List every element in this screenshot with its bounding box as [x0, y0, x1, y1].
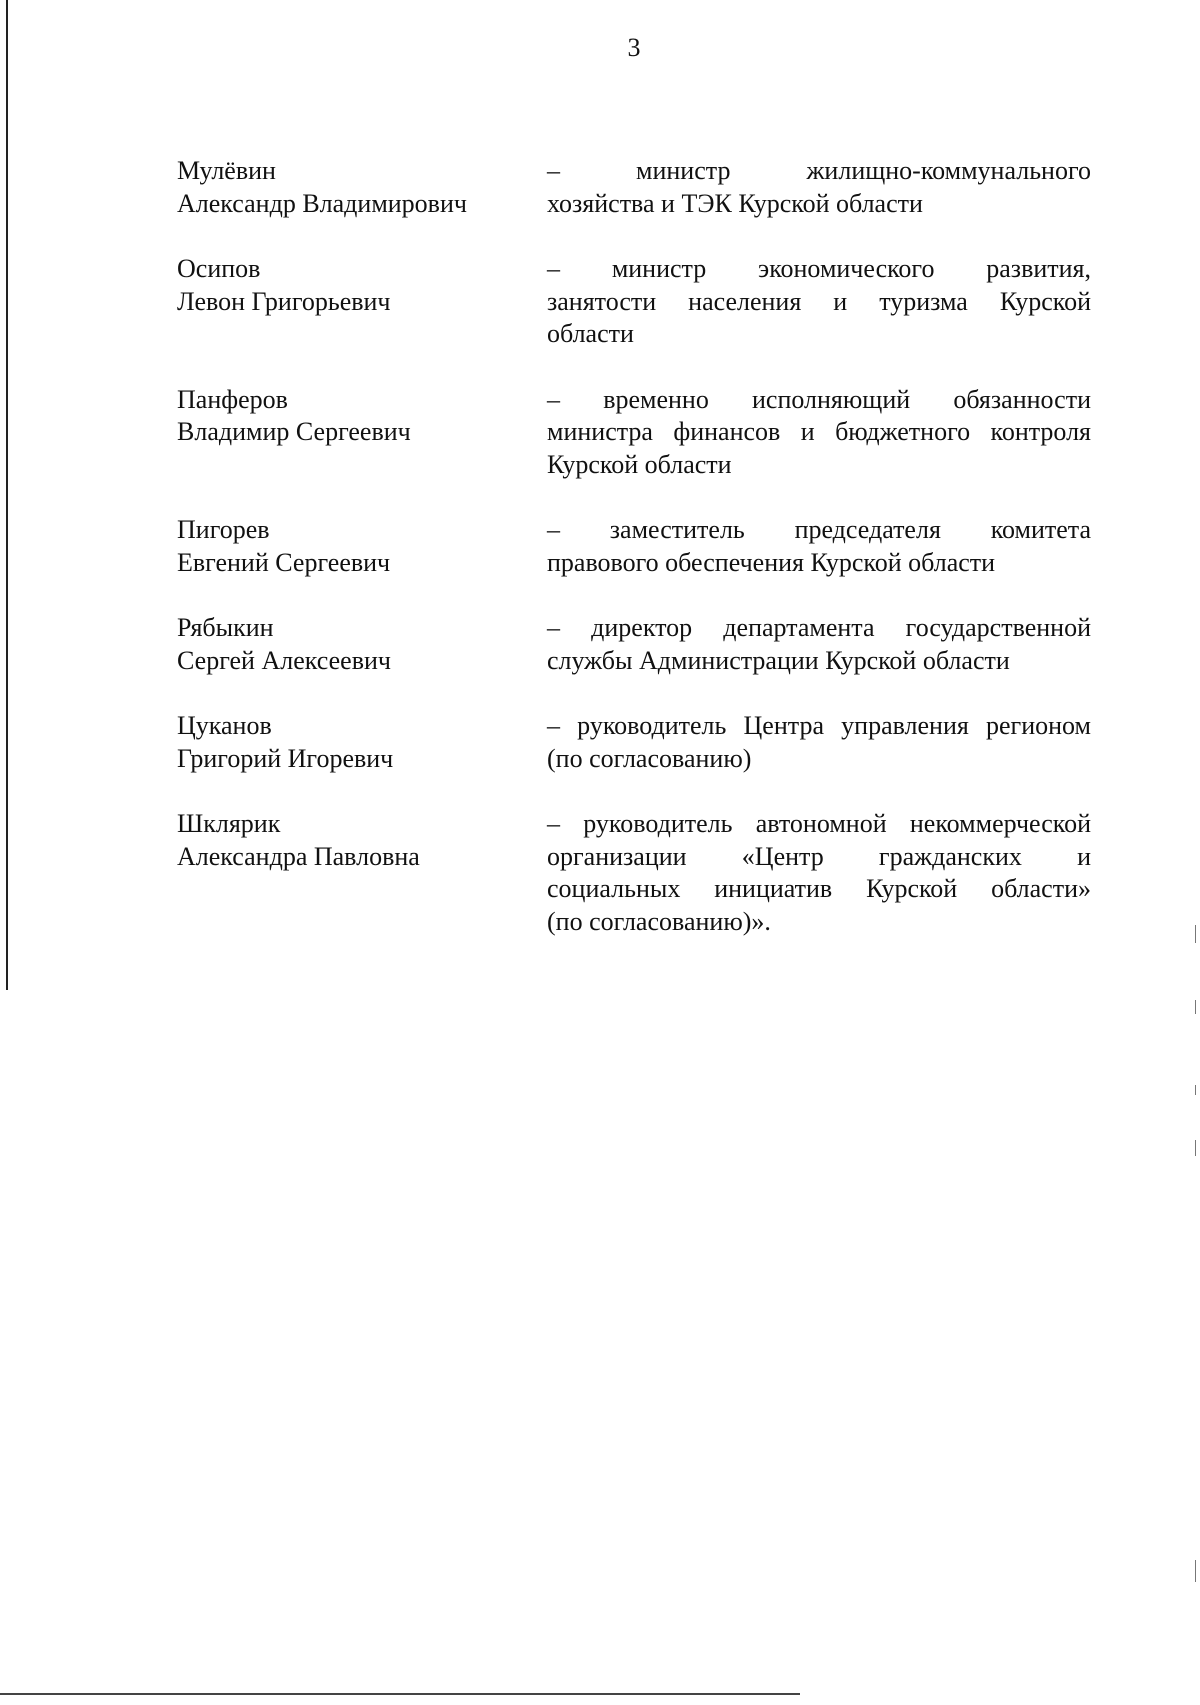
member-given-names: Александра Павловна — [177, 841, 420, 871]
role-line: организации «Центр гражданских и — [547, 841, 1091, 871]
list-item — [177, 612, 1091, 677]
member-surname: Пигорев — [177, 515, 270, 544]
member-name — [177, 612, 547, 677]
page-number: 3 — [627, 33, 641, 62]
scan-marks-right — [1194, 0, 1200, 1705]
role-line: Курской области — [547, 449, 732, 479]
role-line: – министр экономического развития, — [547, 254, 1091, 283]
role-line: – заместитель председателя комитета — [547, 515, 1091, 544]
list-item — [177, 514, 1091, 579]
role-line: службы Администрации Курской области — [547, 645, 1010, 675]
role-line: (по согласованию) — [547, 743, 752, 773]
member-surname: Осипов — [177, 254, 261, 283]
member-given-names: Сергей Алексеевич — [177, 645, 391, 675]
member-surname: Рябыкин — [177, 613, 274, 642]
scan-edge-bottom — [0, 1693, 800, 1695]
role-line: – руководитель Центра управления регионом — [547, 711, 1091, 740]
member-name — [177, 155, 547, 220]
member-role — [547, 514, 1091, 579]
role-line: хозяйства и ТЭК Курской области — [547, 188, 923, 218]
list-item — [177, 155, 1091, 220]
member-role — [547, 155, 1091, 220]
member-role — [547, 612, 1091, 677]
members-list — [177, 155, 1091, 971]
scan-edge-left — [6, 0, 8, 990]
list-item — [177, 253, 1091, 351]
member-given-names: Евгений Сергеевич — [177, 547, 391, 577]
role-line: занятости населения и туризма Курской — [547, 286, 1091, 316]
member-name — [177, 384, 547, 482]
role-line: социальных инициатив Курской области» — [547, 874, 1091, 903]
member-name — [177, 514, 547, 579]
role-line: – руководитель автономной некоммерческой — [547, 809, 1091, 838]
member-role — [547, 710, 1091, 775]
member-given-names: Григорий Игоревич — [177, 743, 394, 773]
member-name — [177, 253, 547, 351]
member-surname: Шклярик — [177, 809, 281, 838]
role-line: – временно исполняющий обязанности — [547, 384, 1091, 414]
list-item — [177, 710, 1091, 775]
member-surname: Панферов — [177, 384, 288, 414]
member-given-names: Владимир Сергеевич — [177, 417, 411, 446]
member-name — [177, 710, 547, 775]
role-line: правового обеспечения Курской области — [547, 547, 996, 577]
role-line: области — [547, 319, 634, 348]
member-surname: Мулёвин — [177, 156, 276, 185]
member-role — [547, 384, 1091, 482]
list-item — [177, 384, 1091, 482]
role-line: – директор департамента государственной — [547, 613, 1091, 642]
role-line: (по согласованию)». — [547, 906, 771, 936]
member-role — [547, 253, 1091, 351]
member-given-names: Александр Владимирович — [177, 188, 467, 218]
member-given-names: Левон Григорьевич — [177, 286, 391, 316]
member-name — [177, 808, 547, 938]
list-item — [177, 808, 1091, 938]
member-surname: Цуканов — [177, 711, 272, 740]
role-line: министра финансов и бюджетного контроля — [547, 417, 1091, 446]
member-role — [547, 808, 1091, 938]
role-line: – министр жилищно-коммунального — [547, 156, 1091, 185]
